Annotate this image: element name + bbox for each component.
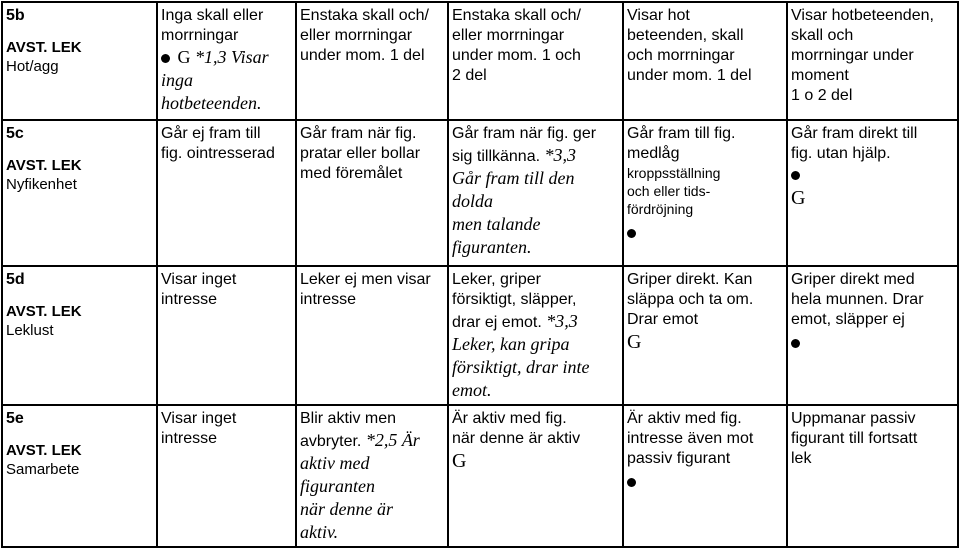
row-header-cell <box>2 120 157 266</box>
score-cell-1: Inga skall eller morrningar G *1,3 Visar inga hotbeteenden. <box>157 2 296 120</box>
row-code: 5b <box>6 7 25 24</box>
row-header-cell <box>2 2 157 120</box>
score-cell-3: Går fram när fig. ger sig tillkänna. *3,3 Går fram till den dolda men talande figuranten. <box>448 120 623 266</box>
bullet-icon <box>791 339 800 348</box>
score-cell-5: Uppmanar passiv figurant till fortsatt lek <box>787 405 958 547</box>
score-cell-1: Visar inget intresse <box>157 266 296 405</box>
table-row <box>2 266 958 405</box>
score-cell-1: Visar inget intresse <box>157 405 296 547</box>
row-category-name: Samarbete <box>6 461 80 478</box>
bullet-icon <box>627 229 636 238</box>
score-cell-2: Blir aktiv men avbryter. *2,5 Är aktiv med figuranten när denne är aktiv. <box>296 405 448 547</box>
row-code: 5d <box>6 271 25 288</box>
score-cell-1: Går ej fram till fig. ointresserad <box>157 120 296 266</box>
row-category-name: Hot/agg <box>6 58 59 75</box>
assessment-table <box>1 1 959 548</box>
row-code: 5e <box>6 410 24 427</box>
score-cell-3: Enstaka skall och/ eller morrningar under mom. 1 och 2 del <box>448 2 623 120</box>
score-cell-4: Visar hot beteenden, skall och morrningar under mom. 1 del <box>623 2 787 120</box>
bullet-icon <box>161 54 170 63</box>
row-avst-label: AVST. LEK <box>6 303 82 320</box>
row-category-name: Nyfikenhet <box>6 176 77 193</box>
row-header-cell <box>2 266 157 405</box>
row-category-name: Leklust <box>6 322 54 339</box>
score-cell-2: Enstaka skall och/ eller morrningar under mom. 1 del <box>296 2 448 120</box>
table-row <box>2 2 958 120</box>
grade-marker: G <box>791 187 806 209</box>
score-cell-5: Går fram direkt till fig. utan hjälp. G <box>787 120 958 266</box>
row-avst-label: AVST. LEK <box>6 157 82 174</box>
row-header-cell <box>2 405 157 547</box>
grade-marker: G <box>452 450 467 472</box>
bullet-icon <box>791 171 800 180</box>
score-cell-2: Leker ej men visar intresse <box>296 266 448 405</box>
row-avst-label: AVST. LEK <box>6 39 82 56</box>
score-cell-3: Är aktiv med fig. när denne är aktiv G <box>448 405 623 547</box>
score-cell-4: Griper direkt. Kan släppa och ta om. Drar emot G <box>623 266 787 405</box>
score-cell-3: Leker, griper försiktigt, släpper, drar ej emot. *3,3 Leker, kan gripa försiktigt, drar inte emot. <box>448 266 623 405</box>
row-avst-label: AVST. LEK <box>6 442 82 459</box>
grade-marker: G <box>177 47 191 67</box>
score-cell-4: Är aktiv med fig. intresse även mot passiv figurant <box>623 405 787 547</box>
grade-marker: G <box>627 331 642 353</box>
score-cell-5: Visar hotbeteenden, skall och morrningar under moment 1 o 2 del <box>787 2 958 120</box>
score-cell-2: Går fram när fig. pratar eller bollar med föremålet <box>296 120 448 266</box>
row-code: 5c <box>6 125 24 142</box>
score-cell-5: Griper direkt med hela munnen. Drar emot, släpper ej <box>787 266 958 405</box>
table-row <box>2 120 958 266</box>
score-cell-4: Går fram till fig. medlåg kroppsställning och eller tids- fördröjning <box>623 120 787 266</box>
bullet-icon <box>627 478 636 487</box>
table-row <box>2 405 958 547</box>
